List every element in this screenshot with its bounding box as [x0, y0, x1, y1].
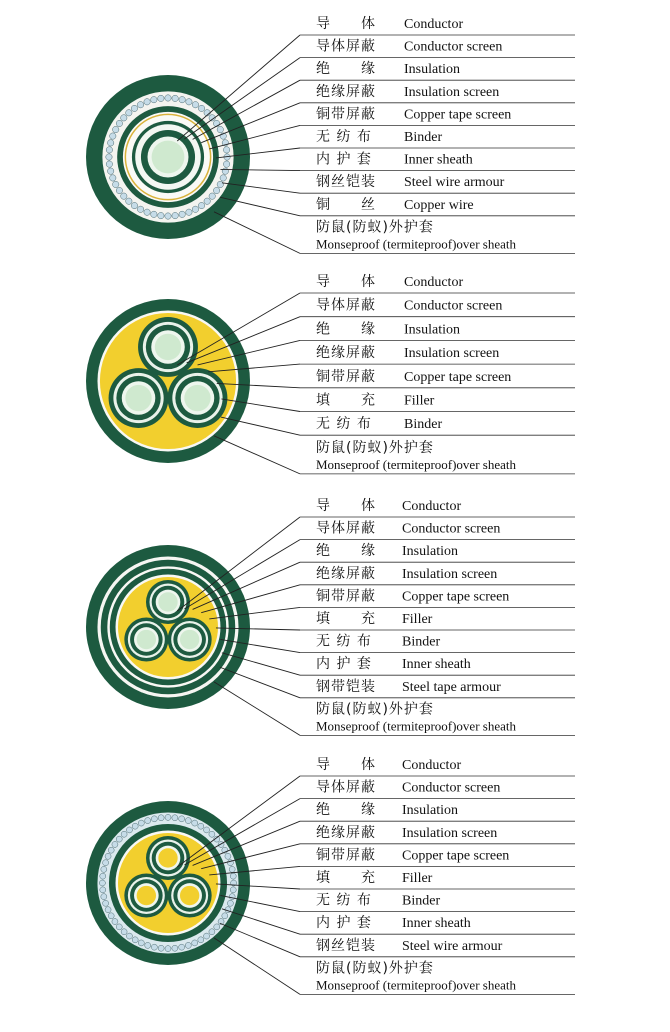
steel-wire-armour-wire [113, 126, 119, 132]
label-row [221, 393, 575, 412]
steel-wire-armour-wire [126, 827, 132, 833]
leader-line [214, 436, 300, 474]
steel-wire-armour-wire [126, 933, 132, 939]
label-zh: 绝缘屏蔽 [316, 824, 376, 841]
steel-wire-armour-wire [116, 924, 122, 930]
label-zh: 绝 缘 [316, 321, 376, 338]
label-en: Binder [404, 130, 443, 145]
label-zh: 钢带铠装 [316, 678, 376, 695]
core-1-conductor [158, 592, 177, 611]
steel-wire-armour-wire [106, 154, 112, 160]
steel-wire-armour-wire [172, 95, 178, 101]
cable-diagram-4 [86, 756, 575, 994]
steel-wire-armour-wire [172, 815, 178, 821]
label-zh: 内 护 套 [316, 915, 372, 932]
cable-diagram-2 [86, 273, 575, 474]
steel-wire-armour-wire [165, 95, 171, 101]
cable-cross-section [86, 801, 250, 965]
label-en: Monseproof (termiteproof)over sheath [316, 977, 516, 993]
label-en: Conductor screen [404, 298, 503, 314]
steel-wire-armour-wire [137, 102, 143, 108]
label-en: Insulation screen [402, 825, 498, 841]
label-en: Insulation [404, 322, 460, 338]
label-en: Insulation [404, 62, 460, 78]
label-en: Copper tape screen [402, 589, 510, 605]
steel-wire-armour-wire [100, 887, 106, 893]
label-row [201, 83, 575, 143]
steel-wire-armour-wire [179, 211, 185, 217]
label-row [209, 846, 575, 874]
label-en: Insulation screen [402, 566, 498, 582]
steel-wire-armour-wire [105, 853, 111, 859]
steel-wire-armour-wire [145, 818, 151, 824]
steel-wire-armour-wire [179, 816, 185, 822]
label-zh: 防鼠(防蚁)外护套 [316, 701, 434, 718]
steel-wire-armour-wire [100, 873, 106, 879]
steel-wire-armour-wire [198, 823, 204, 829]
steel-wire-armour-wire [106, 161, 112, 167]
steel-wire-armour-wire [172, 945, 178, 951]
label-zh: 导体屏蔽 [316, 297, 376, 314]
steel-wire-armour-wire [165, 213, 171, 219]
label-en: Steel tape armour [402, 679, 501, 695]
steel-wire-armour-wire [132, 823, 138, 829]
steel-wire-armour-wire [223, 161, 229, 167]
steel-wire-armour-wire [151, 816, 157, 822]
core-2-conductor [125, 385, 151, 411]
label-row [220, 893, 575, 912]
core-3-conductor [184, 385, 210, 411]
label-row [214, 436, 575, 474]
steel-wire-armour-wire [229, 866, 235, 872]
label-en: Filler [402, 612, 433, 627]
label-row [209, 105, 575, 148]
steel-wire-armour-wire [106, 147, 112, 153]
label-en: Insulation screen [404, 346, 500, 362]
label-row [193, 543, 575, 609]
label-zh: 填 充 [316, 611, 376, 627]
steel-wire-armour-wire [230, 887, 236, 893]
label-row [217, 368, 575, 388]
label-en: Inner sheath [402, 916, 471, 932]
steel-wire-armour-wire [198, 937, 204, 943]
label-en: Binder [402, 634, 441, 650]
core-1-conductor [158, 848, 177, 867]
label-en: Monseproof (termiteproof)over sheath [316, 718, 516, 734]
steel-wire-armour-wire [214, 924, 220, 930]
steel-wire-armour-wire [185, 942, 191, 948]
steel-wire-armour-wire [204, 933, 210, 939]
steel-wire-armour-wire [107, 168, 113, 174]
label-row [220, 151, 575, 171]
label-en: Copper tape screen [404, 107, 512, 123]
label-zh: 无 纺 布 [316, 633, 372, 650]
label-row [222, 653, 575, 675]
label-row [214, 938, 575, 995]
steel-wire-armour-wire [158, 212, 164, 218]
label-zh: 铜带屏蔽 [316, 368, 376, 385]
label-en: Filler [402, 871, 433, 886]
steel-wire-armour-wire [227, 900, 233, 906]
steel-wire-armour-wire [112, 919, 118, 925]
label-row [216, 870, 575, 889]
label-row [222, 173, 575, 193]
steel-wire-armour-wire [105, 907, 111, 913]
steel-wire-armour-wire [198, 202, 204, 208]
label-zh: 铜带屏蔽 [316, 588, 376, 605]
label-zh: 绝 缘 [316, 543, 376, 560]
core-2-conductor [137, 630, 156, 649]
leader-line [214, 938, 300, 995]
steel-wire-armour-wire [126, 110, 132, 116]
label-en: Conductor screen [404, 39, 503, 55]
label-en: Binder [402, 893, 441, 909]
leader-line [214, 212, 300, 254]
steel-wire-armour-wire [112, 841, 118, 847]
steel-wire-armour-wire [144, 99, 150, 105]
steel-wire-armour-wire [121, 831, 127, 837]
label-zh: 内 护 套 [316, 656, 372, 673]
label-zh: 绝 缘 [316, 61, 376, 78]
label-zh: 绝缘屏蔽 [316, 345, 376, 362]
label-zh: 铜 丝 [316, 196, 376, 213]
label-zh: 绝缘屏蔽 [316, 565, 376, 582]
label-en: Filler [404, 393, 435, 409]
label-en: Monseproof (termiteproof)over sheath [316, 456, 516, 472]
label-row [220, 667, 575, 698]
label-en: Copper wire [404, 197, 474, 213]
label-en: Inner sheath [402, 657, 471, 673]
steel-wire-armour-wire [110, 175, 116, 181]
steel-wire-armour-wire [185, 818, 191, 824]
leader-line [214, 682, 300, 736]
label-row [220, 923, 575, 957]
steel-wire-armour-wire [209, 929, 215, 935]
label-en: Insulation [402, 544, 458, 560]
label-row [198, 321, 575, 365]
steel-wire-armour-wire [179, 96, 185, 102]
label-zh: 防鼠(防蚁)外护套 [316, 219, 434, 236]
steel-wire-armour-wire [204, 198, 210, 204]
steel-wire-armour-wire [223, 147, 229, 153]
steel-wire-armour-wire [107, 140, 113, 146]
steel-wire-armour-wire [144, 209, 150, 215]
label-zh: 铜带屏蔽 [316, 106, 376, 123]
steel-wire-armour-wire [151, 944, 157, 950]
leader-line [220, 923, 300, 957]
label-en: Conductor screen [402, 780, 501, 796]
label-row [193, 61, 575, 139]
label-zh: 填 充 [316, 392, 376, 409]
label-en: Conductor screen [402, 521, 501, 537]
label-row [220, 196, 575, 216]
steel-wire-armour-wire [110, 133, 116, 139]
steel-wire-armour-wire [186, 209, 192, 215]
steel-wire-armour-wire [209, 193, 215, 199]
steel-wire-armour-wire [204, 827, 210, 833]
label-row [214, 212, 575, 254]
conductor [152, 141, 185, 174]
core-1-conductor [155, 334, 181, 360]
steel-wire-armour-wire [151, 211, 157, 217]
steel-wire-armour-wire [137, 206, 143, 212]
label-row [201, 565, 575, 613]
steel-wire-armour-wire [151, 96, 157, 102]
steel-wire-armour-wire [126, 198, 132, 204]
label-row [208, 344, 575, 372]
label-zh: 内 护 套 [316, 151, 372, 168]
steel-wire-armour-wire [121, 115, 127, 121]
label-zh: 导体屏蔽 [316, 520, 376, 537]
label-zh: 钢丝铠装 [316, 937, 376, 954]
steel-wire-armour-wire [192, 820, 198, 826]
steel-wire-armour-wire [131, 202, 137, 208]
steel-wire-armour-wire [220, 175, 226, 181]
label-en: Conductor [404, 17, 464, 32]
steel-wire-armour-wire [165, 946, 171, 952]
label-en: Steel wire armour [404, 175, 505, 191]
label-zh: 无 纺 布 [316, 416, 372, 433]
steel-wire-armour-wire [138, 820, 144, 826]
label-zh: 防鼠(防蚁)外护套 [316, 960, 434, 977]
steel-wire-armour-wire [158, 95, 164, 101]
core-2-conductor [137, 886, 156, 905]
cable-diagram-3 [86, 497, 575, 735]
steel-wire-armour-wire [230, 873, 236, 879]
label-row [221, 416, 575, 435]
label-zh: 导 体 [316, 498, 376, 514]
steel-wire-armour-wire [222, 168, 228, 174]
steel-wire-armour-wire [192, 940, 198, 946]
label-zh: 无 纺 布 [316, 892, 372, 909]
label-row [209, 587, 575, 618]
label-zh: 导 体 [316, 16, 376, 32]
label-en: Monseproof (termiteproof)over sheath [316, 236, 516, 252]
label-zh: 铜带屏蔽 [316, 847, 376, 864]
label-en: Copper tape screen [402, 848, 510, 864]
label-row [216, 611, 575, 630]
steel-wire-armour-wire [113, 181, 119, 187]
steel-wire-armour-wire [217, 126, 223, 132]
cable-cross-section [86, 299, 250, 463]
steel-wire-armour-wire [132, 937, 138, 943]
label-row [222, 909, 575, 934]
steel-wire-armour-wire [213, 187, 219, 193]
label-zh: 防鼠(防蚁)外护套 [316, 439, 434, 456]
steel-wire-armour-wire [116, 120, 122, 126]
steel-wire-armour-wire [116, 836, 122, 842]
label-zh: 导 体 [316, 274, 376, 290]
steel-wire-armour-wire [209, 831, 215, 837]
label-zh: 绝缘屏蔽 [316, 83, 376, 100]
steel-wire-armour-wire [116, 187, 122, 193]
label-en: Insulation screen [404, 84, 500, 100]
steel-wire-armour-wire [121, 193, 127, 199]
label-row [214, 679, 575, 736]
label-en: Copper tape screen [404, 369, 512, 385]
label-zh: 导体屏蔽 [316, 779, 376, 796]
steel-wire-armour-wire [103, 900, 109, 906]
steel-wire-armour-wire [158, 815, 164, 821]
core-3-conductor [180, 630, 199, 649]
cable-cross-section [86, 545, 250, 709]
steel-wire-armour-wire [179, 944, 185, 950]
steel-wire-armour-wire [192, 102, 198, 108]
label-zh: 填 充 [316, 870, 376, 886]
steel-wire-armour-wire [103, 860, 109, 866]
label-en: Steel wire armour [402, 938, 503, 954]
label-en: Binder [404, 417, 443, 433]
steel-wire-armour-wire [108, 913, 114, 919]
steel-wire-armour-wire [121, 929, 127, 935]
steel-wire-armour-wire [165, 814, 171, 820]
core-3-conductor [180, 886, 199, 905]
label-en: Inner sheath [404, 152, 473, 168]
cable-diagram-1 [86, 15, 575, 253]
steel-wire-armour-wire [108, 847, 114, 853]
steel-wire-armour-wire [198, 105, 204, 111]
steel-wire-armour-wire [186, 99, 192, 105]
label-row [184, 38, 575, 139]
label-row [201, 824, 575, 869]
steel-wire-armour-wire [131, 105, 137, 111]
label-en: Conductor [402, 758, 462, 773]
label-zh: 绝 缘 [316, 802, 376, 819]
steel-wire-armour-wire [145, 942, 151, 948]
steel-wire-armour-wire [172, 212, 178, 218]
label-row [220, 634, 575, 653]
steel-wire-armour-wire [217, 181, 223, 187]
steel-wire-armour-wire [192, 206, 198, 212]
label-row [193, 802, 575, 865]
label-en: Insulation [402, 803, 458, 819]
steel-wire-armour-wire [138, 940, 144, 946]
label-zh: 钢丝铠装 [316, 174, 376, 191]
label-en: Conductor [404, 275, 464, 290]
steel-wire-armour-wire [101, 894, 107, 900]
label-zh: 导 体 [316, 757, 376, 773]
label-zh: 导体屏蔽 [316, 38, 376, 55]
steel-wire-armour-wire [99, 880, 105, 886]
steel-wire-armour-wire [229, 894, 235, 900]
label-zh: 无 纺 布 [316, 129, 372, 145]
steel-wire-armour-wire [222, 913, 228, 919]
steel-wire-armour-wire [225, 853, 231, 859]
label-en: Conductor [402, 499, 462, 514]
steel-wire-armour-wire [101, 866, 107, 872]
steel-wire-armour-wire [158, 945, 164, 951]
